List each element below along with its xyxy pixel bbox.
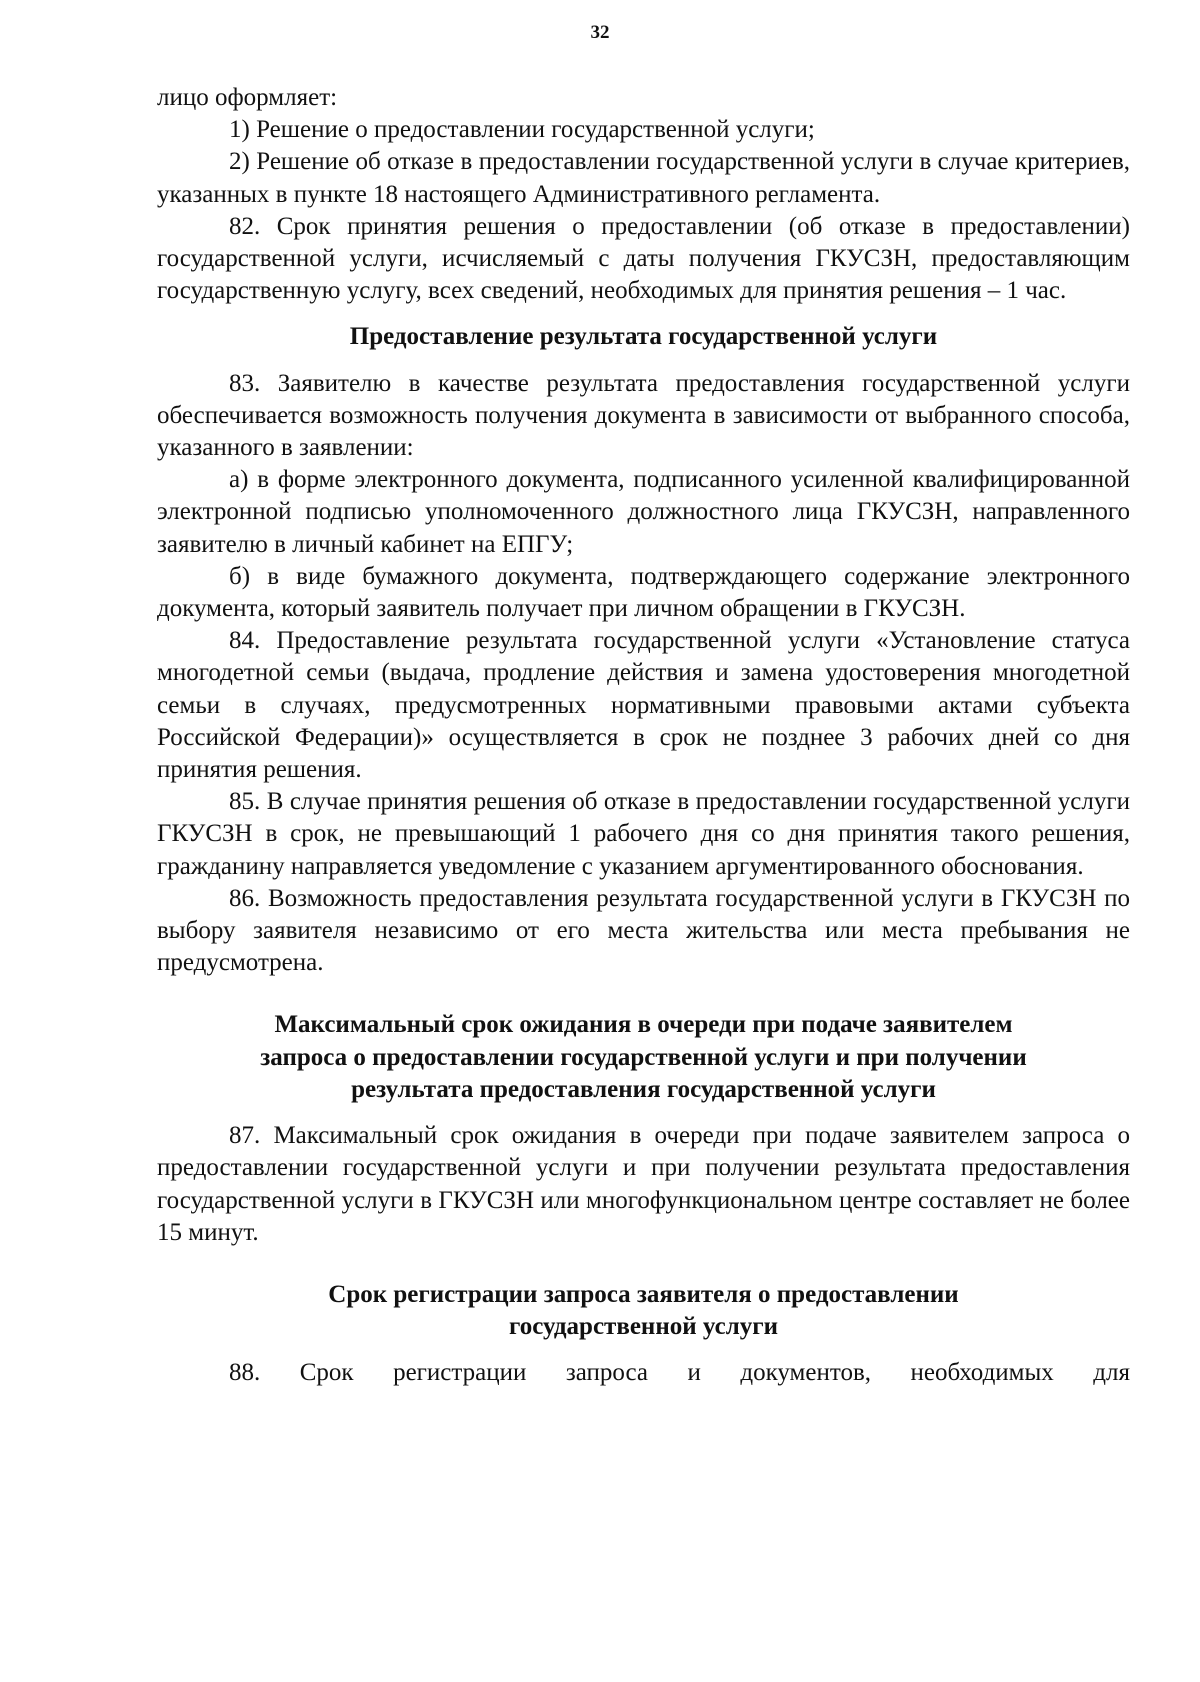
paragraph-continuation: лицо оформляет: <box>157 84 338 111</box>
section-heading-queue <box>157 1009 1130 1106</box>
section-heading-registration-line-2: государственной услуги <box>508 1313 779 1341</box>
document-body <box>157 82 1130 1390</box>
paragraph-83: 83. Заявителю в качестве результата предоставления государственной услуги обеспечивается возможность получения документа в зависимости от выбранного способа, указанного в заявлении: <box>157 369 1130 462</box>
section-heading-registration <box>157 1279 1130 1343</box>
paragraph-88: 88. Срок регистрации запроса и документов, необходимых для <box>229 1359 1130 1387</box>
paragraph-82: 82. Срок принятия решения о предоставлении (об отказе в предоставлении) государственной услуги, исчисляемый с даты получения ГКУСЗН, предоставляющим государственную услугу, всех сведений, необходимых для принятия решения – 1 час. <box>157 212 1130 305</box>
section-heading-registration-line-1: Срок регистрации запроса заявителя о предоставлении <box>328 1280 959 1308</box>
list-item-1: 1) Решение о предоставлении государственной услуги; <box>229 116 815 144</box>
section-heading-queue-line-1: Максимальный срок ожидания в очереди при подаче заявителем <box>274 1011 1013 1039</box>
section-heading-result: Предоставление результата государственной услуги <box>349 323 938 351</box>
section-heading-queue-line-2: запроса о предоставлении государственной услуги и при получении <box>260 1043 1027 1071</box>
paragraph-86: 86. Возможность предоставления результата государственной услуги в ГКУСЗН по выбору заявителя независимо от его места жительства или места пребывания не предусмотрена. <box>157 884 1130 977</box>
paragraph-87: 87. Максимальный срок ожидания в очереди при подаче заявителем запроса о предоставлении государственной услуги и при получении результата предоставления государственной услуги в ГКУСЗН или многофункциональном центре составляет не более 15 минут. <box>157 1122 1130 1246</box>
paragraph-85: 85. В случае принятия решения об отказе в предоставлении государственной услуги ГКУСЗН в срок, не превышающий 1 рабочего дня со дня принятия такого решения, гражданину направляется уведомление с указанием аргументированного обоснования. <box>157 788 1130 880</box>
paragraph-84: 84. Предоставление результата государственной услуги «Установление статуса многодетной семьи (выдача, продление действия и замена удостоверения многодетной семьи в случаях, предусмотренных нормативными правовыми актами субъекта Российской Федерации)» осуществляется в срок не позднее 3 рабочих дней со дня принятия решения. <box>157 627 1130 784</box>
list-item-2: 2) Решение об отказе в предоставлении государственной услуги в случае критериев, указанных в пункте 18 настоящего Административного регламента. <box>157 148 1130 208</box>
page-number: 32 <box>590 22 610 43</box>
list-item-a: а) в форме электронного документа, подписанного усиленной квалифицированной электронной подписью уполномоченного должностного лица ГКУСЗН, направленного заявителю в личный кабинет на ЕПГУ; <box>157 466 1130 558</box>
section-heading-queue-line-3: результата предоставления государственной услуги <box>351 1075 936 1103</box>
list-item-b: б) в виде бумажного документа, подтверждающего содержание электронного документа, который заявитель получает при личном обращении в ГКУСЗН. <box>157 562 1130 623</box>
